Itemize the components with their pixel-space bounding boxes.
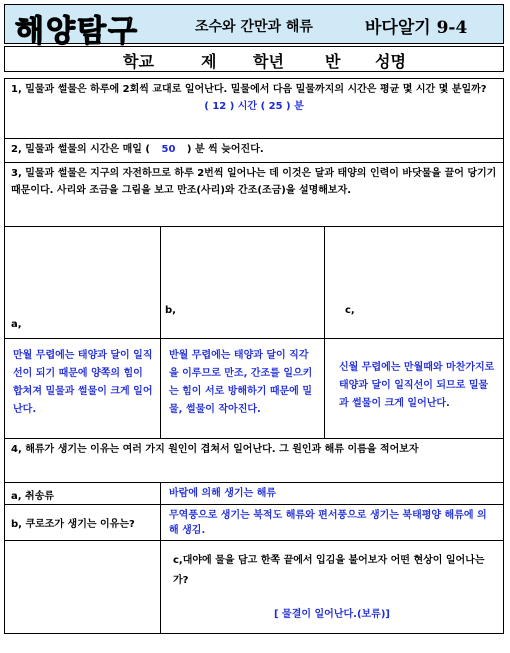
current-row-c-content: [161, 541, 503, 653]
explanation-row: [5, 339, 503, 439]
current-row-a-label: a, 취송류: [5, 483, 161, 504]
current-row-a-value: 바람에 의해 생기는 해류: [169, 488, 277, 499]
diagram-b-caption: b,: [165, 305, 176, 316]
question-2: [5, 139, 503, 163]
question-1-answer: ( 12 ) 시간 ( 25 ) 분: [204, 101, 304, 112]
question-3: [5, 163, 503, 227]
explanation-a-cell: [5, 339, 161, 438]
title-banner: [4, 4, 504, 49]
question-1: [5, 79, 503, 139]
school-label: 학교: [123, 52, 154, 71]
grade-prefix-label: 제: [201, 52, 217, 71]
question-3-text: 3, 밀물과 썰물은 지구의 자전하므로 하루 2번씩 일어나는 데 이것은 달과 태양의 인력이 바닷물을 끌어 당기기 때문이다. 사리와 조금을 그림을 보고 만조(사리)와 간조(조금)을 설명해보자.: [11, 168, 497, 196]
question-4-text: 4, 해류가 생기는 이유는 여러 가지 원인이 겹쳐서 일어난다. 그 원인과 해류 이름을 적어보자: [11, 444, 419, 455]
current-row-b-label: b, 쿠로조가 생기는 이유는?: [5, 505, 161, 540]
current-row-c-question: c,대야에 물을 담고 한쪽 끝에서 입김을 불어보자 어떤 현상이 일어나는가?: [173, 555, 485, 586]
current-row-c: [5, 541, 503, 633]
worksheet-body: [4, 78, 504, 634]
student-info-row: [4, 46, 504, 72]
explanation-b-cell: [161, 339, 325, 438]
question-4: [5, 439, 503, 483]
explanation-c: 신월 무렵에는 만월때와 마찬가지로 태양과 달이 일직선이 되므로 밀물과 썰물이 크게 일어난다.: [339, 362, 495, 409]
name-label: 성명: [375, 52, 406, 71]
current-row-a: [5, 483, 503, 505]
question-2-text-before: 2, 밀물과 썰물의 시간은 매일 (: [11, 144, 150, 155]
question-1-text: 1, 밀물과 썰물은 하루에 2회씩 교대로 일어난다. 밀물에서 다음 밀물까지의 시간은 평균 몇 시간 몇 분일까?: [11, 84, 487, 95]
series-label: 바다알기 9-4: [365, 18, 468, 38]
explanation-c-cell: [325, 339, 503, 438]
current-row-b-value: 무역풍으로 생기는 북적도 해류와 편서풍으로 생기는 북태평양 해류에 의해 생김.: [169, 510, 487, 536]
diagram-b: [161, 227, 325, 338]
explanation-a: 만월 무렵에는 태양과 달이 일직선이 되기 때문에 양쪽의 힘이 합쳐져 밀물과 썰물이 크게 일어난다.: [13, 350, 153, 415]
diagram-a: [5, 227, 161, 338]
current-row-b: [5, 505, 503, 541]
worksheet-logo: 해양탐구: [15, 14, 139, 49]
question-2-text-after: ) 분 씩 늦어진다.: [186, 144, 264, 155]
diagram-row: [5, 227, 503, 339]
current-row-c-answer: [ 물결이 일어난다.(보류)]: [274, 609, 390, 620]
question-2-answer: 50: [161, 144, 176, 155]
current-row-c-blank: [5, 541, 161, 633]
explanation-b: 반월 무렵에는 태양과 달이 직각을 이루므로 만조, 간조를 일으키는 힘이 서로 방해하기 때문에 밀물, 썰물이 작아진다.: [169, 350, 313, 415]
topic-title: 조수와 간만과 해류: [195, 19, 313, 35]
grade-label: 학년: [253, 52, 284, 71]
diagram-c: [325, 227, 503, 338]
diagram-c-caption: c,: [345, 305, 355, 316]
diagram-a-caption: a,: [11, 319, 22, 330]
class-label: 반: [325, 52, 341, 71]
